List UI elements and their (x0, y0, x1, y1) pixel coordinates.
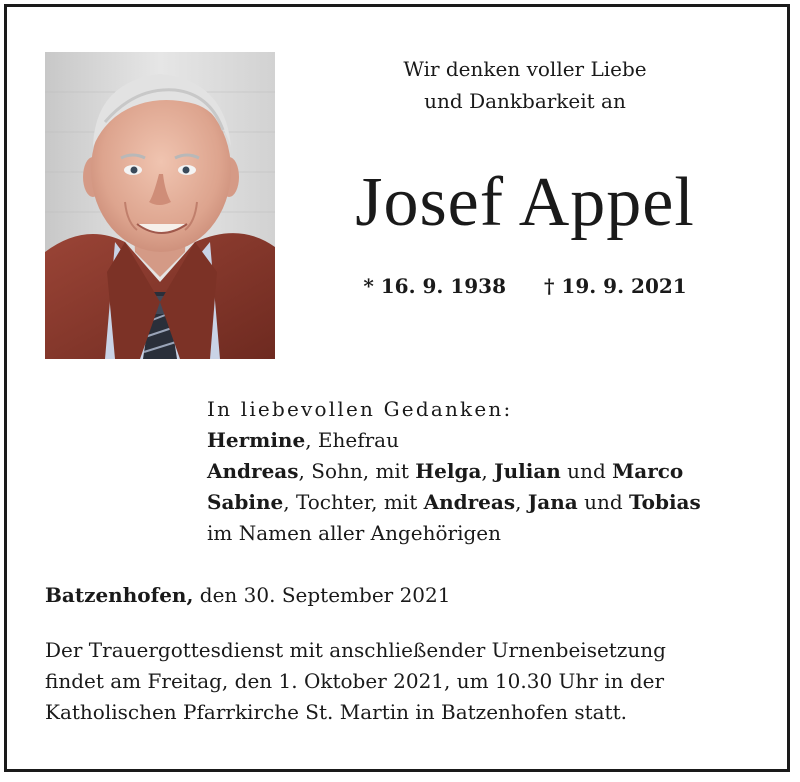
family-name: Julian (494, 459, 561, 483)
service-line-2: findet am Freitag, den 1. Oktober 2021, um 10.30 Uhr in der (45, 669, 665, 693)
family-line-daughter (207, 487, 701, 518)
place-town: Batzenhofen, (45, 583, 194, 607)
intro-line-2: und Dankbarkeit an (424, 89, 626, 113)
family-name: Sabine (207, 490, 284, 514)
family-text: , Ehefrau (305, 428, 399, 452)
deceased-name: Josef Appel (355, 164, 695, 241)
family-name: Helga (415, 459, 482, 483)
family-heading: In liebevollen Gedanken: (207, 397, 513, 421)
portrait-photo (45, 52, 275, 359)
family-text: , Tochter, mit (283, 490, 424, 514)
intro-text (330, 53, 720, 117)
family-text: , (515, 490, 528, 514)
life-dates (330, 274, 720, 298)
intro-line-1: Wir denken voller Liebe (403, 57, 647, 81)
death-date: † 19. 9. 2021 (544, 274, 687, 298)
family-line-son (207, 456, 701, 487)
family-name: Andreas (423, 490, 516, 514)
service-line-1: Der Trauergottesdienst mit anschließender Urnenbeisetzung (45, 638, 666, 662)
family-name: Tobias (629, 490, 701, 514)
place-date-text: den 30. September 2021 (193, 583, 451, 607)
family-line-relatives: im Namen aller Angehörigen (207, 521, 502, 545)
family-text: und (560, 459, 613, 483)
service-info (45, 635, 666, 728)
service-line-3: Katholischen Pfarrkirche St. Martin in Batzenhofen statt. (45, 700, 627, 724)
family-list (207, 394, 701, 549)
birth-date: * 16. 9. 1938 (363, 274, 506, 298)
family-text: , (481, 459, 495, 483)
family-text: , Sohn, mit (298, 459, 416, 483)
family-name: Marco (612, 459, 684, 483)
place-date (45, 580, 450, 611)
portrait-image (45, 52, 275, 359)
family-name: Jana (527, 490, 578, 514)
family-line-spouse (207, 425, 701, 456)
family-name: Hermine (207, 428, 306, 452)
family-name: Andreas (207, 459, 299, 483)
family-text: und (577, 490, 630, 514)
